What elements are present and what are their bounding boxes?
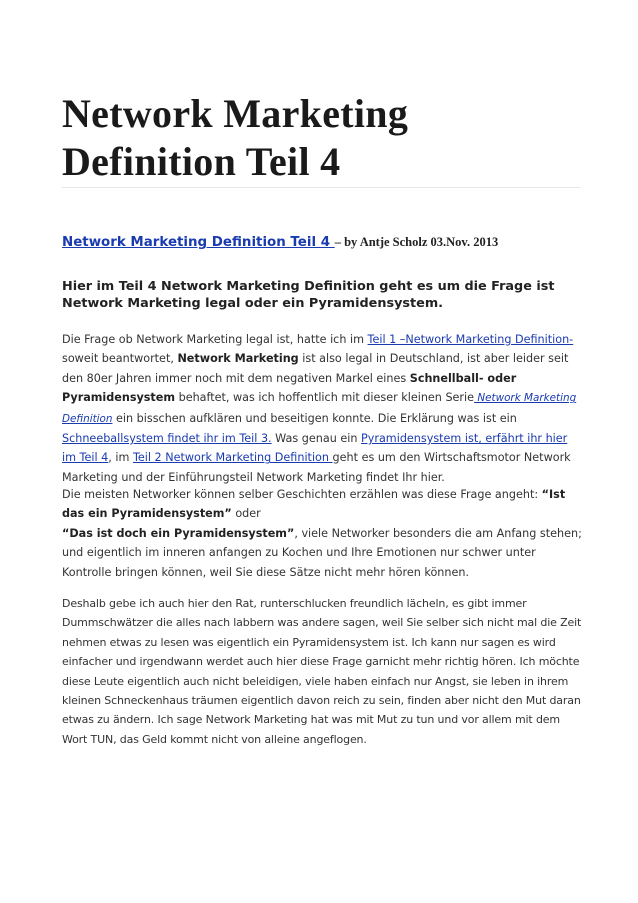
p2-bold-1: “Ist das ein Pyramidensystem” [62,488,566,521]
page-title [62,90,580,186]
p2-bold-2: “Das ist doch ein Pyramidensystem” [62,526,295,540]
paragraph-3: Deshalb gebe ich auch hier den Rat, runterschlucken freundlich lächeln, es gibt immer Dummschwätzer die alles nach labbern was andere sagen, weil Sie selber sich nicht mal die Zeit nehmen etwas zu lesen was eigentlich ein Pyramidensystem ist. Ich kann nur sagen es wird einfacher und irgendwann werdet auch hier diese Frage garnicht mehr richtig hören. Ich möchte diese Leute eigentlich auch nicht beleidigen, viele haben einfach nur Angst, sie leben in ihrem kleinen Schneckenhaus träumen eigentlich davon reich zu sein, finden aber nicht den Mut daran etwas zu ändern. Ich sage Network Marketing hat was mit Mut zu tun und vor allem mit dem Wort TUN, das Geld kommt nicht von alleine angeflogen. [62,597,582,746]
paragraph-2 [62,485,582,582]
link-teil-4[interactable]: Pyramidensystem ist, erfährt ihr hier im Teil 4 [62,432,568,465]
link-teil-1[interactable]: Teil 1 –Network Marketing Definition- [367,333,574,346]
p1-text-7: , im [108,451,133,465]
p2-text-2: oder [231,507,261,521]
lead-paragraph: Hier im Teil 4 Network Marketing Definition geht es um die Frage ist Network Marketing legal oder ein Pyramidensystem. [62,279,555,311]
p1-text-5: ein bisschen aufklären und beseitigen konnte. Die Erklärung was ist ein [112,411,517,425]
link-series[interactable]: Network Marketing Definition [62,392,577,425]
title-line-2: Definition Teil 4 [62,139,341,184]
p1-bold-2: Schnellball- oder Pyramidensystem [62,371,517,405]
post-title-link[interactable]: Network Marketing Definition Teil 4 [62,235,335,250]
p1-text-2: soweit beantwortet, [62,352,178,366]
p1-text-4: behaftet, was ich hoffentlich mit dieser kleinen Serie [175,391,475,405]
p1-bold-1: Network Marketing [177,352,299,366]
link-teil-3[interactable]: Schneeballsystem findet ihr im Teil 3. [62,432,272,446]
byline: – by Antje Scholz 03.Nov. 2013 [334,235,499,249]
paragraph-1 [62,330,582,487]
p1-text-6: Was genau ein [271,432,361,446]
title-divider [62,187,580,188]
p1-text-1: Die Frage ob Network Marketing legal ist, hatte ich im [62,333,368,346]
p1-text-8: geht es um den Wirtschaftsmotor Network Marketing und der Einführungsteil Network Marketing findet Ihr hier. [62,451,571,484]
title-line-1: Network Marketing [62,91,409,136]
p2-text-3: , viele Networker besonders die am Anfang stehen; und eigentlich im inneren anfangen zu Kochen und Ihre Emotionen nur schwer unter Kontrolle bringen können, weil Sie diese Sätze nicht mehr hören können. [62,526,582,579]
p1-text-3: ist also legal in Deutschland, ist aber leider seit den 80er Jahren immer noch mit dem negativen Markel eines [62,352,569,385]
post-subline [62,233,498,251]
p2-text-1: Die meisten Networker können selber Geschichten erzählen was diese Frage angeht: [62,488,542,501]
link-teil-2[interactable]: Teil 2 Network Marketing Definition [132,451,333,465]
